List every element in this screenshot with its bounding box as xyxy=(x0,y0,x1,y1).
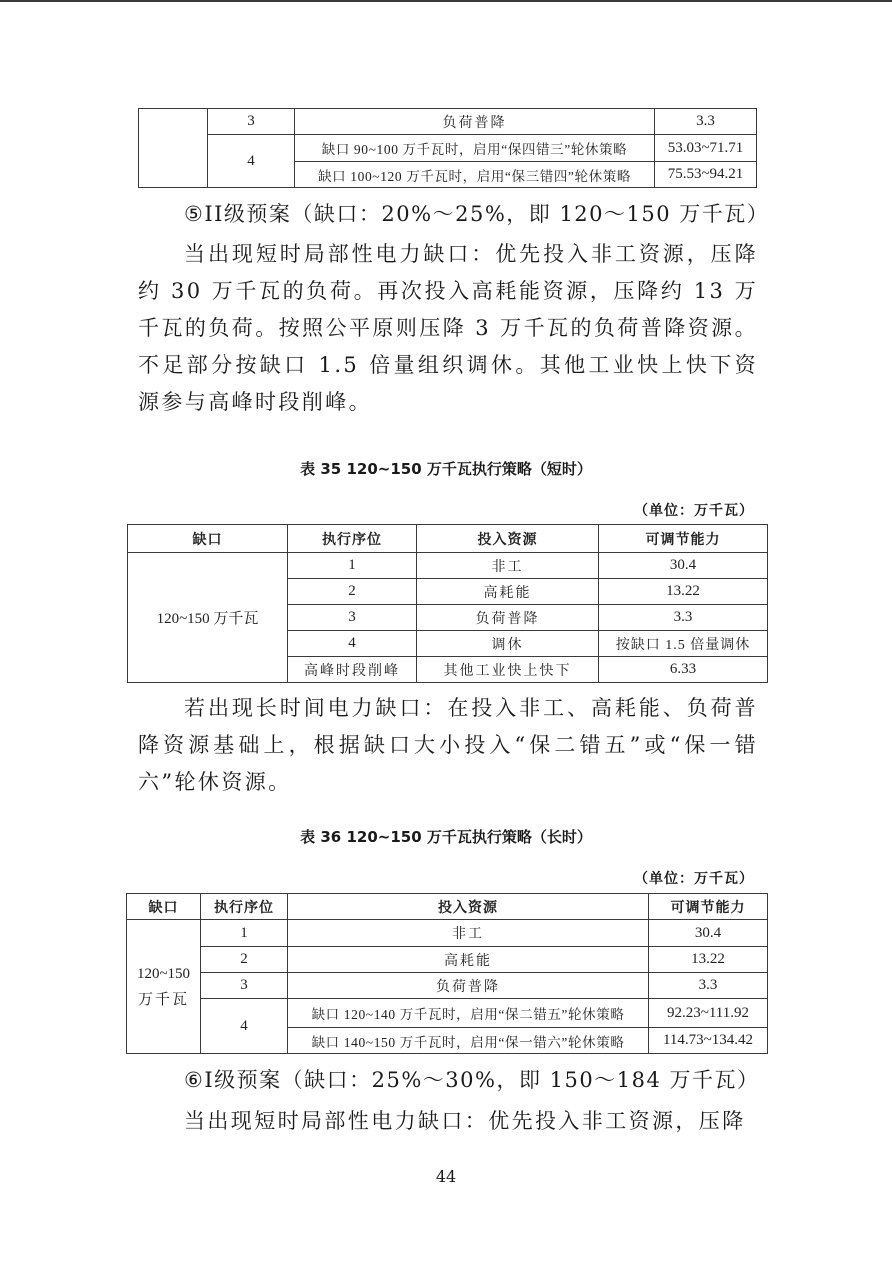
gap-cell-empty xyxy=(139,109,208,188)
resource-cell: 负荷普降 xyxy=(417,605,599,631)
column-header: 投入资源 xyxy=(417,525,599,553)
resource-cell: 调休 xyxy=(417,631,599,657)
seq-cell: 3 xyxy=(288,605,417,631)
capacity-cell: 按缺口 1.5 倍量调休 xyxy=(599,631,768,657)
resource-cell: 缺口 120~140 万千瓦时，启用“保二错五”轮休策略 xyxy=(288,999,649,1028)
capacity-cell: 92.23~111.92 xyxy=(649,999,768,1028)
table-35-unit: （单位：万千瓦） xyxy=(634,503,754,519)
section-6-heading: ⑥I级预案（缺口：25%～30%，即 150～184 万千瓦） xyxy=(184,1068,760,1092)
capacity-cell: 13.22 xyxy=(599,579,768,605)
table-row xyxy=(127,947,768,973)
table-36-caption: 表 36 120~150 万千瓦执行策略（长时） xyxy=(300,828,592,846)
table-35-caption: 表 35 120~150 万千瓦执行策略（短时） xyxy=(300,460,592,478)
seq-cell: 4 xyxy=(208,135,295,188)
resource-cell: 高耗能 xyxy=(288,947,649,973)
seq-cell: 3 xyxy=(201,973,288,999)
table-row xyxy=(127,973,768,999)
gap-cell-line-2: 万千瓦 xyxy=(137,991,189,1008)
resource-cell: 缺口 140~150 万千瓦时，启用“保一错六”轮休策略 xyxy=(288,1028,649,1054)
capacity-cell: 3.3 xyxy=(655,109,757,135)
resource-cell: 负荷普降 xyxy=(288,973,649,999)
column-header: 投入资源 xyxy=(288,894,649,920)
capacity-cell: 3.3 xyxy=(599,605,768,631)
resource-cell: 缺口 90~100 万千瓦时，启用“保四错三”轮休策略 xyxy=(295,135,655,162)
seq-cell: 1 xyxy=(201,920,288,947)
column-header: 执行序位 xyxy=(288,525,417,553)
resource-cell: 其他工业快上快下 xyxy=(417,657,599,683)
table-35 xyxy=(127,524,768,683)
table-row xyxy=(127,920,768,947)
gap-cell: 120~150 万千瓦 xyxy=(128,553,288,683)
seq-cell: 1 xyxy=(288,553,417,579)
seq-cell: 3 xyxy=(208,109,295,135)
gap-cell xyxy=(127,920,201,1054)
seq-cell: 2 xyxy=(201,947,288,973)
seq-cell: 4 xyxy=(288,631,417,657)
capacity-cell: 13.22 xyxy=(649,947,768,973)
capacity-cell: 6.33 xyxy=(599,657,768,683)
page-number: 44 xyxy=(435,1167,457,1186)
table-36-unit: （单位：万千瓦） xyxy=(634,871,754,887)
seq-cell: 2 xyxy=(288,579,417,605)
resource-cell: 负荷普降 xyxy=(295,109,655,135)
capacity-cell: 30.4 xyxy=(649,920,768,947)
capacity-cell: 3.3 xyxy=(649,973,768,999)
section-6-paragraph-1: 当出现短时局部性电力缺口：优先投入非工资源，压降 xyxy=(184,1109,746,1133)
page-top-rule xyxy=(0,0,892,2)
column-header: 缺口 xyxy=(128,525,288,553)
table-header-row xyxy=(127,894,768,920)
section-5-paragraph-2: 若出现长时间电力缺口：在投入非工、高耗能、负荷普降资源基础上，根据缺口大小投入“保二错五”或“保一错六”轮休资源。 xyxy=(138,696,758,794)
table-36 xyxy=(126,893,768,1054)
resource-cell: 高耗能 xyxy=(417,579,599,605)
resource-cell: 非工 xyxy=(288,920,649,947)
column-header: 可调节能力 xyxy=(599,525,768,553)
column-header: 可调节能力 xyxy=(649,894,768,920)
gap-cell-line-1: 120~150 xyxy=(136,965,191,982)
table-continued xyxy=(138,108,757,188)
capacity-cell: 75.53~94.21 xyxy=(655,162,757,188)
column-header: 执行序位 xyxy=(201,894,288,920)
table-row xyxy=(128,553,768,579)
capacity-cell: 53.03~71.71 xyxy=(655,135,757,162)
table-row xyxy=(127,999,768,1028)
table-row xyxy=(139,109,757,135)
section-5-paragraph-1: 当出现短时局部性电力缺口：优先投入非工资源，压降约 30 万千瓦的负荷。再次投入高耗能资源，压降约 13 万千瓦的负荷。按照公平原则压降 3 万千瓦的负荷普降资源。不足部分按缺口 1.5 倍量组织调休。其他工业快上快下资源参与高峰时段削峰。 xyxy=(138,242,758,414)
table-row xyxy=(139,135,757,162)
resource-cell: 缺口 100~120 万千瓦时，启用“保三错四”轮休策略 xyxy=(295,162,655,188)
resource-cell: 非工 xyxy=(417,553,599,579)
table-header-row xyxy=(128,525,768,553)
capacity-cell: 114.73~134.42 xyxy=(649,1028,768,1054)
section-5-heading: ⑤II级预案（缺口：20%～25%，即 120～150 万千瓦） xyxy=(184,202,770,226)
seq-cell: 高峰时段削峰 xyxy=(288,657,417,683)
column-header: 缺口 xyxy=(127,894,201,920)
seq-cell: 4 xyxy=(201,999,288,1054)
capacity-cell: 30.4 xyxy=(599,553,768,579)
